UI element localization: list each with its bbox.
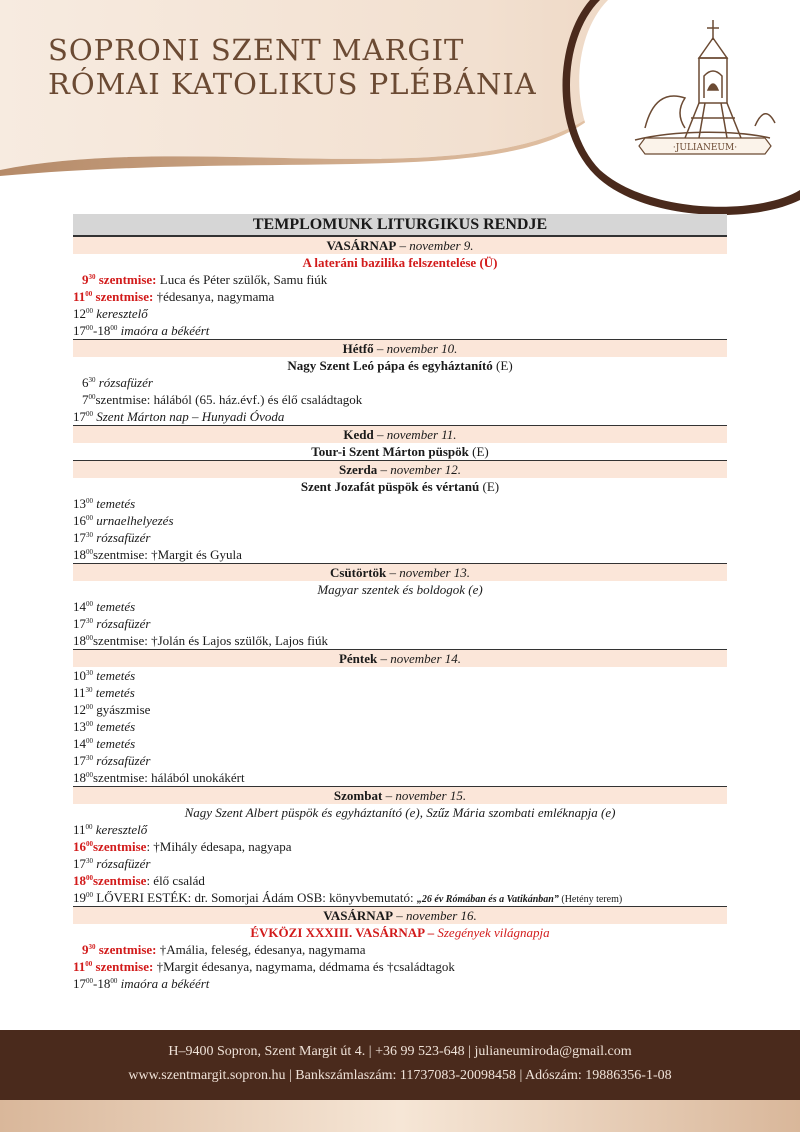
schedule-entry: $17^{00}-18^{00}$ imaóra a békéért	[73, 323, 210, 338]
feast-name	[73, 254, 727, 271]
feast-rank: (E)	[482, 479, 500, 494]
day-name: Péntek	[338, 651, 378, 666]
day-date: – november 13.	[389, 565, 471, 580]
entry-text: temetés	[93, 668, 136, 683]
day-name: Hétfő	[342, 341, 374, 356]
schedule-entry: $18^{00}szentmise$: hálából unokákért	[73, 770, 245, 785]
day-name: VASÁRNAP	[323, 908, 394, 923]
parish-title-line2: RÓMAI KATOLIKUS PLÉBÁNIA	[48, 67, 537, 101]
mass-entry	[73, 288, 727, 305]
entry-text: szentmise: hálából (65. ház.évf.) és élő családtagok	[95, 392, 363, 407]
schedule-entry: $7^{00}szentmise$: hálából (65. ház.évf.) és élő családtagok	[82, 392, 363, 407]
footer-band	[0, 1100, 800, 1132]
footer-bank-info: www.szentmargit.sopron.hu | Bankszámlaszám: 11737083-20098458 | Adószám: 19886356-1-08	[128, 1068, 672, 1083]
schedule-entry: $13^{00}$ temetés	[73, 496, 136, 511]
schedule-entry: $17^{00}$ Szent Márton nap – Hunyadi Óvoda	[73, 409, 285, 424]
mass-time: $9^{30}$ szentmise:	[82, 272, 157, 287]
mass-entry	[73, 872, 727, 889]
header	[0, 0, 800, 215]
feast-name	[73, 478, 727, 495]
entry-text: LŐVERI ESTÉK: dr. Somorjai Ádám OSB: könyvbemutató:	[93, 890, 417, 905]
schedule-entry: $14^{00}$ temetés	[73, 736, 136, 751]
mass-time: $16^{00}szentmise$	[73, 839, 147, 854]
day-name: Kedd	[343, 427, 374, 442]
mass-time: $11^{00}$ szentmise:	[73, 289, 154, 304]
entry-text: keresztelő	[93, 306, 148, 321]
schedule-entry: $17^{30}$ rózsafüzér	[73, 616, 151, 631]
day-name: Csütörtök	[329, 565, 387, 580]
feast-title: Tour-i Szent Márton püspök	[311, 444, 469, 459]
schedule-entry: $11^{30}$ temetés	[73, 685, 135, 700]
schedule-entry: $18^{00}szentmise$: †Jolán és Lajos szülők, Lajos fiúk	[73, 633, 329, 648]
day-date: – november 16.	[396, 908, 477, 923]
schedule-entry: $16^{00}$ urnaelhelyezés	[73, 513, 174, 528]
entry-text: imaóra a békéért	[117, 323, 210, 338]
feast-title: Nagy Szent Leó pápa és egyháztanító	[287, 358, 493, 373]
entry-text: temetés	[93, 496, 136, 511]
day-header-monday	[73, 339, 727, 357]
feast-rank: (E)	[496, 358, 513, 373]
day-header-wednesday	[73, 460, 727, 478]
feast-name: Nagy Szent Albert püspök és egyháztanító (e), Szűz Mária szombati emléknapja (e)	[184, 805, 616, 820]
entry-text: : †Mihály édesapa, nagyapa	[146, 839, 292, 854]
feast-name	[73, 443, 727, 460]
entry-text: rózsafüzér	[93, 753, 151, 768]
entry-text: †Amália, feleség, édesanya, nagymama	[156, 942, 366, 957]
schedule-entry: $17^{30}$ rózsafüzér	[73, 753, 151, 768]
entry-text: gyászmise	[93, 702, 151, 717]
footer	[0, 1030, 800, 1100]
day-date: – november 15.	[385, 788, 467, 803]
entry-text: rózsafüzér	[95, 375, 153, 390]
entry-text: keresztelő	[92, 822, 148, 837]
day-date: – november 12.	[380, 462, 462, 477]
liturgical-schedule	[73, 214, 727, 992]
entry-text: Szent Márton nap – Hunyadi Óvoda	[93, 409, 285, 424]
feast-title: ÉVKÖZI XXXIII. VASÁRNAP –	[250, 925, 435, 940]
entry-text: †édesanya, nagymama	[153, 289, 275, 304]
day-header-sunday-nov16	[73, 906, 727, 924]
entry-text: szentmise: hálából unokákért	[93, 770, 245, 785]
schedule-entry: $17^{30}$ rózsafüzér	[73, 530, 151, 545]
day-header-saturday	[73, 786, 727, 804]
footer-contact: H–9400 Sopron, Szent Margit út 4. | +36 99 523-648 | julianeumiroda@gmail.com	[168, 1044, 632, 1059]
entry-text: urnaelhelyezés	[93, 513, 174, 528]
event-entry: $19^{00}$ LŐVERI ESTÉK: dr. Somorjai Ádám OSB: könyvbemutató: „26 év Rómában és a Vatikánban” (Hetény terem)	[73, 890, 623, 905]
entry-text: Luca és Péter szülők, Samu fiúk	[156, 272, 328, 287]
schedule-entry: $10^{30}$ temetés	[73, 668, 136, 683]
feast-subtitle: Szegények világnapja	[434, 925, 550, 940]
entry-text: szentmise: †Margit és Gyula	[93, 547, 242, 562]
schedule-entry: $18^{00}szentmise$: †Margit és Gyula	[73, 547, 242, 562]
day-name: Szerda	[338, 462, 378, 477]
entry-text: temetés	[93, 736, 136, 751]
entry-text: szentmise: †Jolán és Lajos szülők, Lajos fiúk	[93, 633, 329, 648]
day-date: – november 14.	[380, 651, 462, 666]
mass-entry	[73, 941, 727, 958]
feast-title: Szent Jozafát püspök és vértanú	[300, 479, 480, 494]
day-header-thursday	[73, 563, 727, 581]
day-date: – november 11.	[377, 427, 457, 442]
mass-time: $9^{30}$ szentmise:	[82, 942, 157, 957]
mass-entry	[73, 958, 727, 975]
entry-text: †Margit édesanya, nagymama, dédmama és †családtagok	[153, 959, 455, 974]
feast-rank: (E)	[472, 444, 489, 459]
book-title: „26 év Rómában és a Vatikánban”	[416, 894, 559, 905]
parish-title-line1: SOPRONI SZENT MARGIT	[48, 33, 465, 67]
schedule-entry: $17^{00}-18^{00}$ imaóra a békéért	[73, 976, 210, 991]
entry-text: : élő család	[146, 873, 205, 888]
schedule-entry: $11^{00}$ keresztelő	[73, 822, 148, 837]
feast-name	[73, 357, 727, 374]
day-name: Szombat	[333, 788, 383, 803]
entry-text: temetés	[93, 599, 136, 614]
feast-title: A lateráni bazilika felszentelése	[302, 255, 477, 270]
schedule-entry: $17^{30}$ rózsafüzér	[73, 856, 151, 871]
day-header-sunday-nov9	[73, 236, 727, 254]
schedule-entry: $14^{00}$ temetés	[73, 599, 136, 614]
schedule-entry: $6^{30}$ rózsafüzér	[82, 375, 153, 390]
feast-name: Magyar szentek és boldogok (e)	[317, 582, 483, 597]
schedule-entry: $12^{00}$ gyászmise	[73, 702, 151, 717]
feast-rank: (Ü)	[479, 255, 498, 270]
day-name: VASÁRNAP	[326, 238, 397, 253]
bell-tower-logo-icon	[615, 18, 785, 168]
mass-entry	[73, 838, 727, 855]
mass-time: $11^{00}$ szentmise:	[73, 959, 154, 974]
entry-text: rózsafüzér	[93, 856, 151, 871]
entry-text: temetés	[93, 719, 136, 734]
day-date: – november 10.	[376, 341, 458, 356]
event-place: (Hetény terem)	[558, 894, 623, 905]
schedule-entry: $12^{00}$ keresztelő	[73, 306, 148, 321]
entry-text: temetés	[92, 685, 135, 700]
entry-text: rózsafüzér	[93, 616, 151, 631]
svg-text:·JULIANEUM·: ·JULIANEUM·	[672, 143, 738, 153]
day-header-tuesday	[73, 425, 727, 443]
mass-entry	[73, 271, 727, 288]
day-date: – november 9.	[399, 238, 474, 253]
mass-time: $18^{00}szentmise$	[73, 873, 147, 888]
entry-text: imaóra a békéért	[117, 976, 210, 991]
entry-text: rózsafüzér	[93, 530, 151, 545]
schedule-entry: $13^{00}$ temetés	[73, 719, 136, 734]
feast-name	[73, 924, 727, 941]
day-header-friday	[73, 649, 727, 667]
schedule-title: TEMPLOMUNK LITURGIKUS RENDJE	[73, 214, 727, 236]
